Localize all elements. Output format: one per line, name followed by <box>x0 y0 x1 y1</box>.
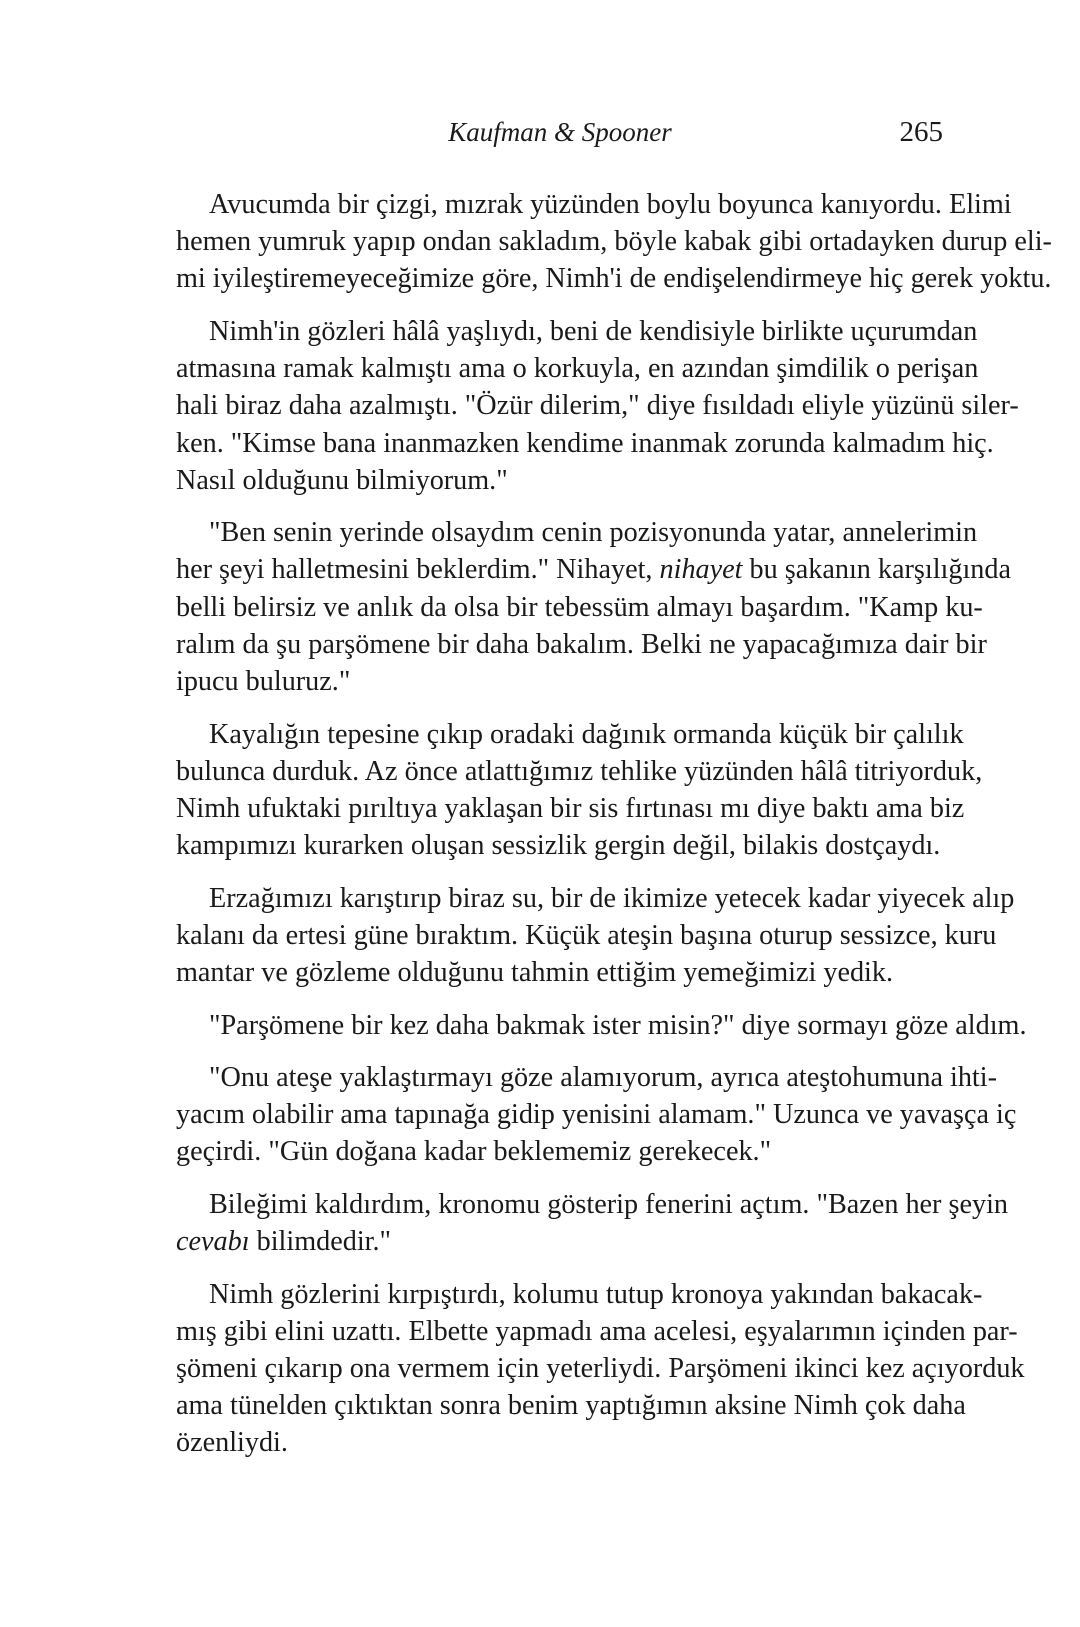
text-line: atmasına ramak kalmıştı ama o korkuyla, en azından şimdilik o perişan <box>176 353 979 385</box>
text-line: Nimh ufuktaki pırıltıya yaklaşan bir sis fırtınası mı diye baktı ama biz <box>176 792 965 824</box>
text-line: "Parşömene bir kez daha bakmak ister misin?" diye sormayı göze aldım. <box>209 1009 1027 1041</box>
text-line: belli belirsiz ve anlık da olsa bir tebessüm almayı başardım. "Kamp ku- <box>176 591 983 623</box>
text-line: Nasıl olduğunu bilmiyorum." <box>176 464 508 496</box>
paragraph-1 <box>143 186 1052 298</box>
paragraph-2 <box>143 313 1019 499</box>
text-line: Nimh'in gözleri hâlâ yaşlıydı, beni de kendisiyle birlikte uçurumdan <box>209 315 978 347</box>
text-line: ipucu buluruz." <box>176 666 351 698</box>
text-line: yacım olabilir ama tapınağa gidip yenisini alamam." Uzunca ve yavaşça iç <box>176 1099 1017 1131</box>
text-line: Erzağımızı karıştırıp biraz su, bir de ikimize yetecek kadar yiyecek alıp <box>209 882 1015 914</box>
page-number: 265 <box>899 116 943 148</box>
text-line: mantar ve gözleme olduğunu tahmin ettiğim yemeğimizi yedik. <box>176 957 894 989</box>
text-line: hali biraz daha azalmıştı. "Özür dilerim," diye fısıldadı eliyle yüzünü siler- <box>176 390 1019 422</box>
paragraph-3 <box>143 514 1011 700</box>
text-line: şömeni çıkarıp ona vermem için yeterliydi. Parşömeni ikinci kez açıyorduk <box>176 1353 1025 1385</box>
text-line: ralım da şu parşömene bir daha bakalım. Belki ne yapacağımıza dair bir <box>176 628 987 660</box>
text-line-with-italic: her şeyi halletmesini beklerdim." Nihayet, nihayet bu şakanın karşılığında <box>176 554 1011 586</box>
text-line: Kayalığın tepesine çıkıp oradaki dağınık ormanda küçük bir çalılık <box>209 718 964 750</box>
text-line: özenliydi. <box>176 1427 288 1459</box>
body-text <box>143 186 1052 1477</box>
text-line: bulunca durduk. Az önce atlattığımız tehlike yüzünden hâlâ titriyorduk, <box>176 755 983 787</box>
text-line: "Onu ateşe yaklaştırmayı göze alamıyorum, ayrıca ateştohumuna ihti- <box>209 1062 997 1094</box>
paragraph-8 <box>143 1186 1008 1260</box>
running-head <box>0 112 1080 152</box>
paragraph-7 <box>143 1059 1017 1171</box>
text-line: ama tünelden çıktıktan sonra benim yaptığımın aksine Nimh çok daha <box>176 1390 966 1422</box>
paragraph-6 <box>143 1007 1027 1044</box>
text-line: hemen yumruk yapıp ondan sakladım, böyle kabak gibi ortadayken durup eli- <box>176 226 1052 258</box>
text-line: kalanı da ertesi güne bıraktım. Küçük ateşin başına oturup sessizce, kuru <box>176 919 997 951</box>
text-line: ken. "Kimse bana inanmazken kendime inanmak zorunda kalmadım hiç. <box>176 427 994 459</box>
text-line-with-italic: cevabı bilimdedir." <box>176 1226 392 1258</box>
paragraph-9 <box>143 1276 1025 1462</box>
text-line: "Ben senin yerinde olsaydım cenin pozisyonunda yatar, annelerimin <box>209 517 978 549</box>
text-line: Bileğimi kaldırdım, kronomu gösterip fenerini açtım. "Bazen her şeyin <box>209 1188 1008 1220</box>
text-line: kampımızı kurarken oluşan sessizlik gergin değil, bilakis dostçaydı. <box>176 830 941 862</box>
text-line: mi iyileştiremeyeceğimize göre, Nimh'i de endişelendirmeye hiç gerek yoktu. <box>176 263 1052 295</box>
paragraph-4 <box>143 716 983 865</box>
text-line: geçirdi. "Gün doğana kadar beklememiz gerekecek." <box>176 1136 772 1168</box>
text-line: mış gibi elini uzattı. Elbette yapmadı ama acelesi, eşyalarımın içinden par- <box>176 1315 1018 1347</box>
paragraph-5 <box>143 880 1015 992</box>
emphasized-word: cevabı <box>176 1226 250 1258</box>
text-line: Avucumda bir çizgi, mızrak yüzünden boylu boyunca kanıyordu. Elimi <box>209 189 1012 220</box>
running-head-title: Kaufman & Spooner <box>448 117 672 147</box>
text-line: Nimh gözlerini kırpıştırdı, kolumu tutup kronoya yakından bakacak- <box>209 1278 983 1310</box>
emphasized-word: nihayet <box>659 554 743 586</box>
